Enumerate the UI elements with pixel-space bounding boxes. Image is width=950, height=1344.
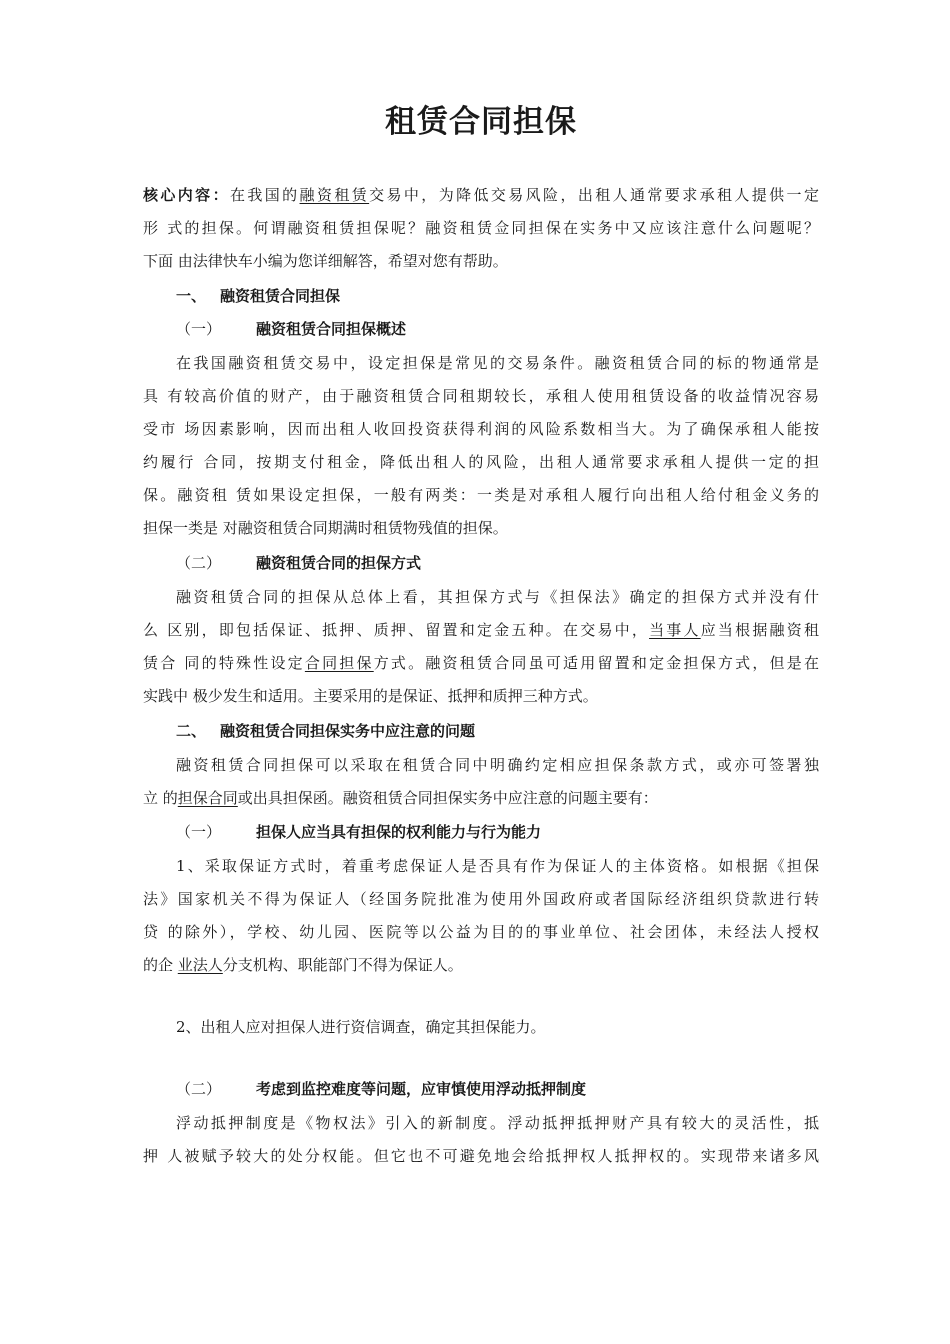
paragraph-2-line-3: 赁合 同的特殊性设定合同担保方式。融资租赁合同虽可适用留置和定金担保方式，但是在	[143, 654, 819, 672]
paragraph-1-line-6: 担保一类是 对融资租赁合同期满时租赁物残值的担保。	[143, 519, 508, 537]
link-contract-guarantee[interactable]: 合同担保	[304, 654, 374, 672]
document-title: 租赁合同担保	[385, 104, 577, 140]
paragraph-2-line-2: 么 区别，即包括保证、抵押、质押、留置和定金五种。在交易中，当事人应当根据融资租	[143, 621, 819, 639]
link-guarantee-contract[interactable]: 担保合同	[177, 789, 238, 807]
paragraph-2-line-1: 融资租赁合同的担保从总体上看，其担保方式与《担保法》确定的担保方式并没有什	[176, 588, 819, 606]
paragraph-5: 2、出租人应对担保人进行资信调查，确定其担保能力。	[176, 1018, 546, 1036]
paragraph-1-line-5: 保。融资租 赁如果设定担保，一般有两类：一类是对承租人履行向出租人给付租金义务的	[143, 486, 819, 504]
paragraph-4-line-3: 贷 的除外），学校、幼儿园、医院等以公益为目的的事业单位、社会团体，未经法人授权	[143, 923, 819, 941]
paragraph-3-line-2: 立 的担保合同或出具担保函。融资租赁合同担保实务中应注意的问题主要有：	[143, 789, 658, 807]
intro-line-1: 核心内容：在我国的融资租赁交易中，为降低交易风险，出租人通常要求承租人提供一定	[143, 186, 819, 204]
subsection-heading-2-2: （二） 考虑到监控难度等问题，应审慎使用浮动抵押制度	[176, 1080, 587, 1098]
paragraph-3-line-1: 融资租赁合同担保可以采取在租赁合同中明确约定相应担保条款方式，或亦可签署独	[176, 756, 819, 774]
section-heading-1: 一、 融资租赁合同担保	[176, 287, 341, 305]
link-corporate-legal-person[interactable]: 业法人	[177, 956, 223, 974]
paragraph-1-line-4: 约履行 合同，按期支付租金，降低出租人的风险，出租人通常要求承租人提供一定的担	[143, 453, 819, 471]
link-financial-leasing[interactable]: 融资租赁	[299, 186, 370, 204]
intro-line-3: 下面 由法律快车小编为您详细解答，希望对您有帮助。	[143, 252, 508, 270]
paragraph-6-line-1: 浮动抵押制度是《物权法》引入的新制度。浮动抵押抵押财产具有较大的灵活性，抵	[176, 1114, 819, 1132]
subsection-heading-2-1: （一） 担保人应当具有担保的权利能力与行为能力	[176, 823, 542, 841]
intro-line-2: 形 式的担保。何谓融资租赁担保呢？融资租赁佥同担保在实务中又应该注意什么问题呢？	[143, 219, 819, 237]
paragraph-2-line-4: 实践中 极少发生和适用。主要采用的是保证、抵押和质押三种方式。	[143, 687, 598, 705]
link-party[interactable]: 当事人	[649, 621, 701, 639]
paragraph-1-line-2: 具 有较高价值的财产，由于融资租赁合同租期较长，承租人使用租赁设备的收益情况容易	[143, 387, 819, 405]
intro-label: 核心内容：	[143, 186, 230, 204]
paragraph-4-line-4: 的企 业法人分支机构、职能部门不得为保证人。	[143, 956, 463, 974]
section-heading-2: 二、 融资租赁合同担保实务中应注意的问题	[176, 722, 476, 740]
subsection-heading-1-2: （二） 融资租赁合同的担保方式	[176, 554, 422, 572]
subsection-heading-1-1: （一） 融资租赁合同担保概述	[176, 320, 407, 338]
paragraph-4-line-1: 1、采取保证方式时，着重考虑保证人是否具有作为保证人的主体资格。如根据《担保	[176, 857, 819, 875]
paragraph-1-line-3: 受市 场因素影响，因而出租人收回投资获得利润的风险系数相当大。为了确保承租人能按	[143, 420, 819, 438]
paragraph-4-line-2: 法》国家机关不得为保证人（经国务院批准为使用外国政府或者国际经济组织贷款进行转	[143, 890, 819, 908]
paragraph-6-line-2: 押 人被赋予较大的处分权能。但它也不可避免地会给抵押权人抵押权的。实现带来诸多风	[143, 1147, 819, 1165]
paragraph-1-line-1: 在我国融资租赁交易中，设定担保是常见的交易条件。融资租赁合同的标的物通常是	[176, 354, 819, 372]
